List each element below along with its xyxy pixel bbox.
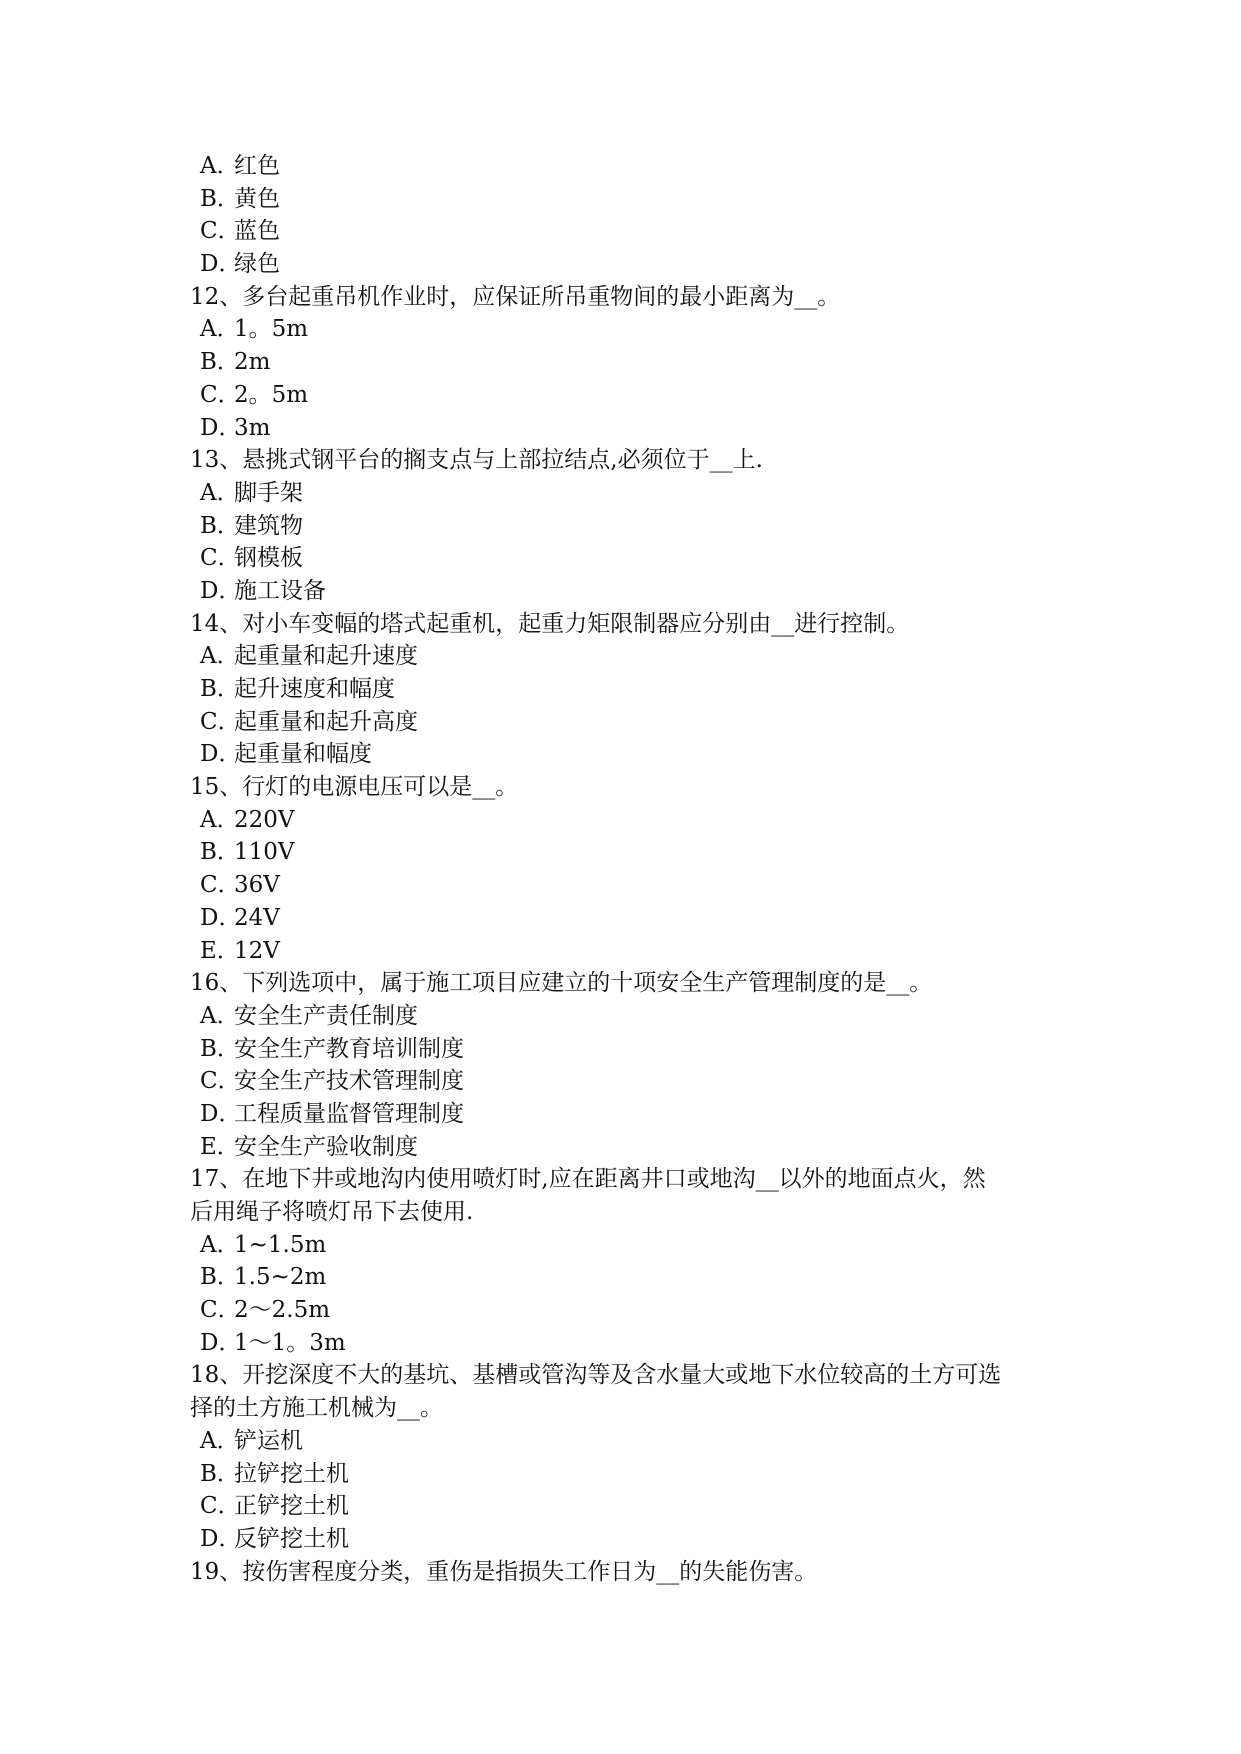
option-letter: B． — [200, 839, 240, 866]
option-letter: D． — [200, 251, 242, 278]
answer-option — [190, 836, 1070, 869]
answer-option — [190, 673, 1070, 706]
answer-option — [190, 510, 1070, 543]
question-text: 择的土方施工机械为__。 — [190, 1395, 443, 1422]
answer-option — [190, 1098, 1070, 1131]
option-letter: C． — [200, 381, 241, 408]
question-text: 后用绳子将喷灯吊下去使用. — [190, 1199, 474, 1225]
answer-option — [190, 738, 1070, 771]
option-letter: D． — [200, 741, 242, 768]
answer-option — [190, 706, 1070, 739]
option-letter: A． — [200, 479, 240, 506]
option-text: 3m — [234, 414, 271, 441]
option-text: 起重量和起升速度 — [234, 643, 418, 670]
answer-option — [190, 215, 1070, 248]
answer-option — [190, 1033, 1070, 1066]
option-letter: A． — [200, 316, 240, 343]
option-text: 起重量和起升高度 — [234, 708, 418, 735]
question-text: 12、多台起重吊机作业时，应保证所吊重物间的最小距离为__。 — [190, 283, 841, 310]
option-letter: C． — [200, 1493, 241, 1520]
option-text: 黄色 — [234, 185, 280, 212]
option-letter: A． — [200, 806, 240, 833]
option-text: 2。5m — [234, 381, 309, 408]
option-text: 220V — [234, 806, 295, 833]
answer-option — [190, 1131, 1070, 1164]
option-letter: C． — [200, 872, 241, 899]
option-letter: A． — [200, 1231, 240, 1258]
answer-option — [190, 1490, 1070, 1523]
answer-option — [190, 183, 1070, 216]
option-letter: C． — [200, 218, 241, 245]
option-letter: A． — [200, 153, 240, 179]
option-letter: A． — [200, 1427, 240, 1454]
option-text: 2～2.5m — [234, 1297, 331, 1324]
answer-option — [190, 1000, 1070, 1033]
option-text: 钢模板 — [234, 545, 303, 572]
option-letter: A． — [200, 643, 240, 670]
option-letter: D． — [200, 1329, 242, 1356]
option-text: 蓝色 — [234, 218, 280, 245]
question-text: 13、悬挑式钢平台的搁支点与上部拉结点,必须位于__上. — [190, 447, 763, 474]
answer-option — [190, 804, 1070, 837]
option-letter: D． — [200, 1100, 242, 1127]
option-text: 起升速度和幅度 — [234, 676, 395, 702]
option-text: 红色 — [234, 153, 280, 179]
option-letter: B． — [200, 512, 240, 539]
answer-option — [190, 1523, 1070, 1556]
answer-option — [190, 313, 1070, 346]
answer-option — [190, 1425, 1070, 1458]
answer-option — [190, 248, 1070, 281]
question-text: 14、对小车变幅的塔式起重机，起重力矩限制器应分别由__进行控制。 — [190, 610, 910, 637]
option-text: 工程质量监督管理制度 — [234, 1100, 464, 1127]
option-text: 2m — [234, 349, 271, 376]
answer-option — [190, 575, 1070, 608]
option-letter: E． — [200, 1133, 240, 1160]
question-text: 16、下列选项中，属于施工项目应建立的十项安全生产管理制度的是__。 — [190, 970, 933, 997]
answer-option — [190, 1065, 1070, 1098]
option-text: 起重量和幅度 — [234, 741, 372, 768]
document-page — [190, 150, 1070, 1588]
option-letter: C． — [200, 1068, 241, 1095]
option-letter: D． — [200, 904, 242, 931]
option-text: 安全生产责任制度 — [234, 1002, 418, 1029]
option-letter: B． — [200, 185, 240, 212]
answer-option — [190, 935, 1070, 968]
option-letter: C． — [200, 545, 241, 572]
answer-option — [190, 379, 1070, 412]
question-text: 18、开挖深度不大的基坑、基槽或管沟等及含水量大或地下水位较高的土方可选 — [190, 1362, 1002, 1389]
option-letter: D． — [200, 1525, 242, 1552]
option-text: 施工设备 — [234, 577, 326, 604]
question-text: 15、行灯的电源电压可以是__。 — [190, 774, 519, 801]
question-text: 17、在地下井或地沟内使用喷灯时,应在距离井口或地沟__以外的地面点火，然 — [190, 1166, 986, 1193]
answer-option — [190, 542, 1070, 575]
option-text: 铲运机 — [234, 1427, 303, 1454]
option-text: 1.5~2m — [234, 1264, 327, 1291]
option-text: 脚手架 — [234, 479, 303, 506]
answer-option — [190, 477, 1070, 510]
answer-option — [190, 346, 1070, 379]
option-letter: D． — [200, 577, 242, 604]
option-letter: B． — [200, 1035, 240, 1062]
option-text: 36V — [234, 872, 280, 899]
answer-option — [190, 1458, 1070, 1491]
answer-option — [190, 640, 1070, 673]
option-text: 24V — [234, 904, 280, 931]
option-text: 拉铲挖土机 — [234, 1460, 349, 1487]
option-letter: E． — [200, 937, 240, 964]
option-text: 1。5m — [234, 316, 309, 343]
option-letter: B． — [200, 349, 240, 376]
option-text: 12V — [234, 937, 280, 964]
option-text: 正铲挖土机 — [234, 1493, 349, 1520]
answer-option — [190, 1261, 1070, 1294]
question-text: 19、按伤害程度分类，重伤是指损失工作日为__的失能伤害。 — [190, 1558, 818, 1585]
option-text: 安全生产技术管理制度 — [234, 1068, 464, 1095]
option-text: 反铲挖土机 — [234, 1525, 349, 1552]
option-letter: C． — [200, 708, 241, 735]
option-text: 安全生产教育培训制度 — [234, 1035, 464, 1062]
answer-option — [190, 412, 1070, 445]
option-text: 安全生产验收制度 — [234, 1133, 418, 1160]
option-letter: A． — [200, 1002, 240, 1029]
option-letter: B． — [200, 676, 240, 702]
answer-option — [190, 150, 1070, 183]
option-text: 110V — [234, 839, 295, 866]
option-text: 1～1。3m — [234, 1329, 346, 1356]
answer-option — [190, 1229, 1070, 1262]
option-text: 绿色 — [234, 251, 280, 278]
option-letter: B． — [200, 1264, 240, 1291]
answer-option — [190, 1294, 1070, 1327]
answer-option — [190, 1327, 1070, 1360]
option-letter: D． — [200, 414, 242, 441]
answer-option — [190, 869, 1070, 902]
option-letter: C． — [200, 1297, 241, 1324]
option-text: 建筑物 — [234, 512, 303, 539]
option-letter: B． — [200, 1460, 240, 1487]
answer-option — [190, 902, 1070, 935]
option-text: 1~1.5m — [234, 1231, 327, 1258]
